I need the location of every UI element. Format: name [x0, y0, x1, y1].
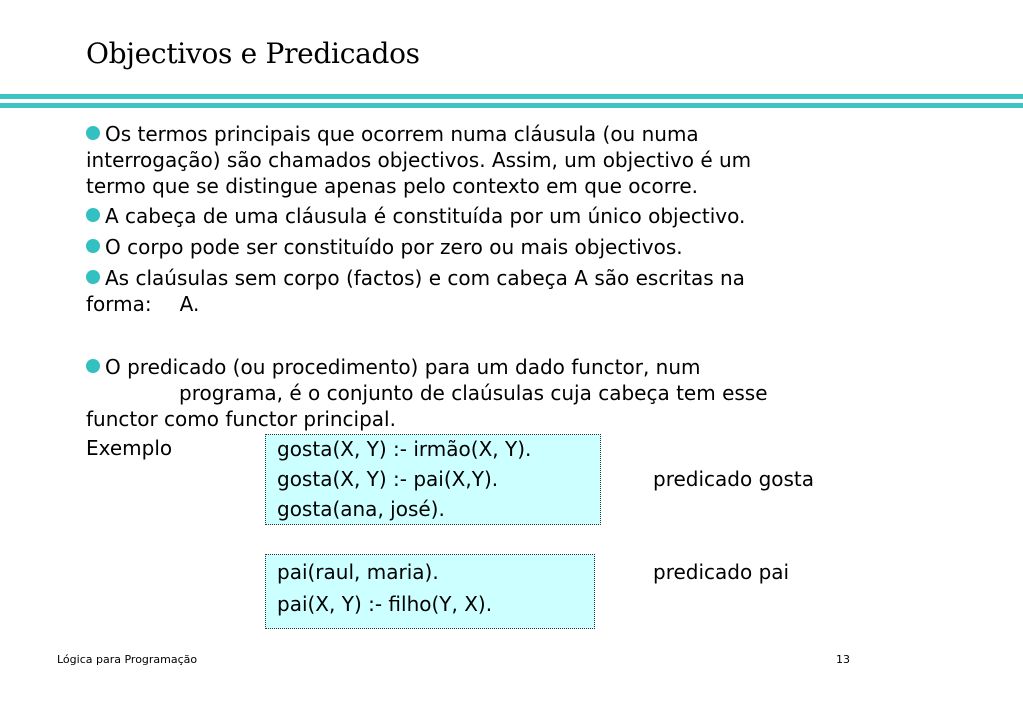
code-line-gosta-1: gosta(X, Y) :- irmão(X, Y). [277, 437, 532, 461]
bullet-text: As claúsulas sem corpo (factos) e com cabeça A são escritas na [105, 266, 745, 290]
bullet-line [86, 354, 768, 380]
code-line-gosta-2: gosta(X, Y) :- pai(X,Y). [277, 467, 499, 491]
bullet-text: A cabeça de uma cláusula é constituída por um único objectivo. [105, 204, 746, 228]
bullet-line [86, 265, 745, 291]
example-label: Exemplo [86, 436, 173, 460]
code-line-gosta-3: gosta(ana, josé). [277, 497, 445, 521]
footer-page-number: 13 [836, 653, 850, 666]
bullet-corpo [86, 234, 683, 260]
bullet-dot-icon [86, 270, 100, 284]
code-line-pai-1: pai(raul, maria). [277, 560, 439, 584]
bullet-dot-icon [86, 208, 100, 222]
footer-course: Lógica para Programação [57, 653, 198, 666]
bullet-line: termo que se distingue apenas pelo contexto em que ocorre. [86, 174, 699, 198]
bullet-line [86, 291, 745, 317]
forma-label: forma: [86, 292, 152, 316]
bullet-objectivos [86, 121, 751, 199]
bullet-dot-icon [86, 126, 100, 140]
predicate-label-pai: predicado pai [653, 560, 790, 584]
code-line-pai-2: pai(X, Y) :- filho(Y, X). [277, 592, 493, 616]
bullet-dot-icon [86, 359, 100, 373]
bullet-line: programa, é o conjunto de claúsulas cuja cabeça tem esse [179, 381, 768, 405]
title-rule-top [0, 94, 1023, 99]
bullet-predicado [86, 354, 768, 432]
bullet-factos [86, 265, 745, 317]
bullet-line [86, 121, 751, 147]
bullet-text: O corpo pode ser constituído por zero ou mais objectivos. [105, 235, 683, 259]
bullet-cabeca [86, 203, 745, 229]
bullet-line: functor como functor principal. [86, 407, 396, 431]
bullet-dot-icon [86, 239, 100, 253]
title-rule-bottom [0, 103, 1023, 108]
bullet-line [86, 203, 745, 229]
predicate-label-gosta: predicado gosta [653, 467, 815, 491]
forma-value: A. [179, 292, 200, 316]
bullet-text: O predicado (ou procedimento) para um dado functor, num [105, 355, 701, 379]
bullet-text: Os termos principais que ocorrem numa cláusula (ou numa [105, 122, 699, 146]
bullet-line: interrogação) são chamados objectivos. Assim, um objectivo é um [86, 148, 752, 172]
slide-title: Objectivos e Predicados [86, 37, 420, 70]
bullet-line [86, 234, 683, 260]
